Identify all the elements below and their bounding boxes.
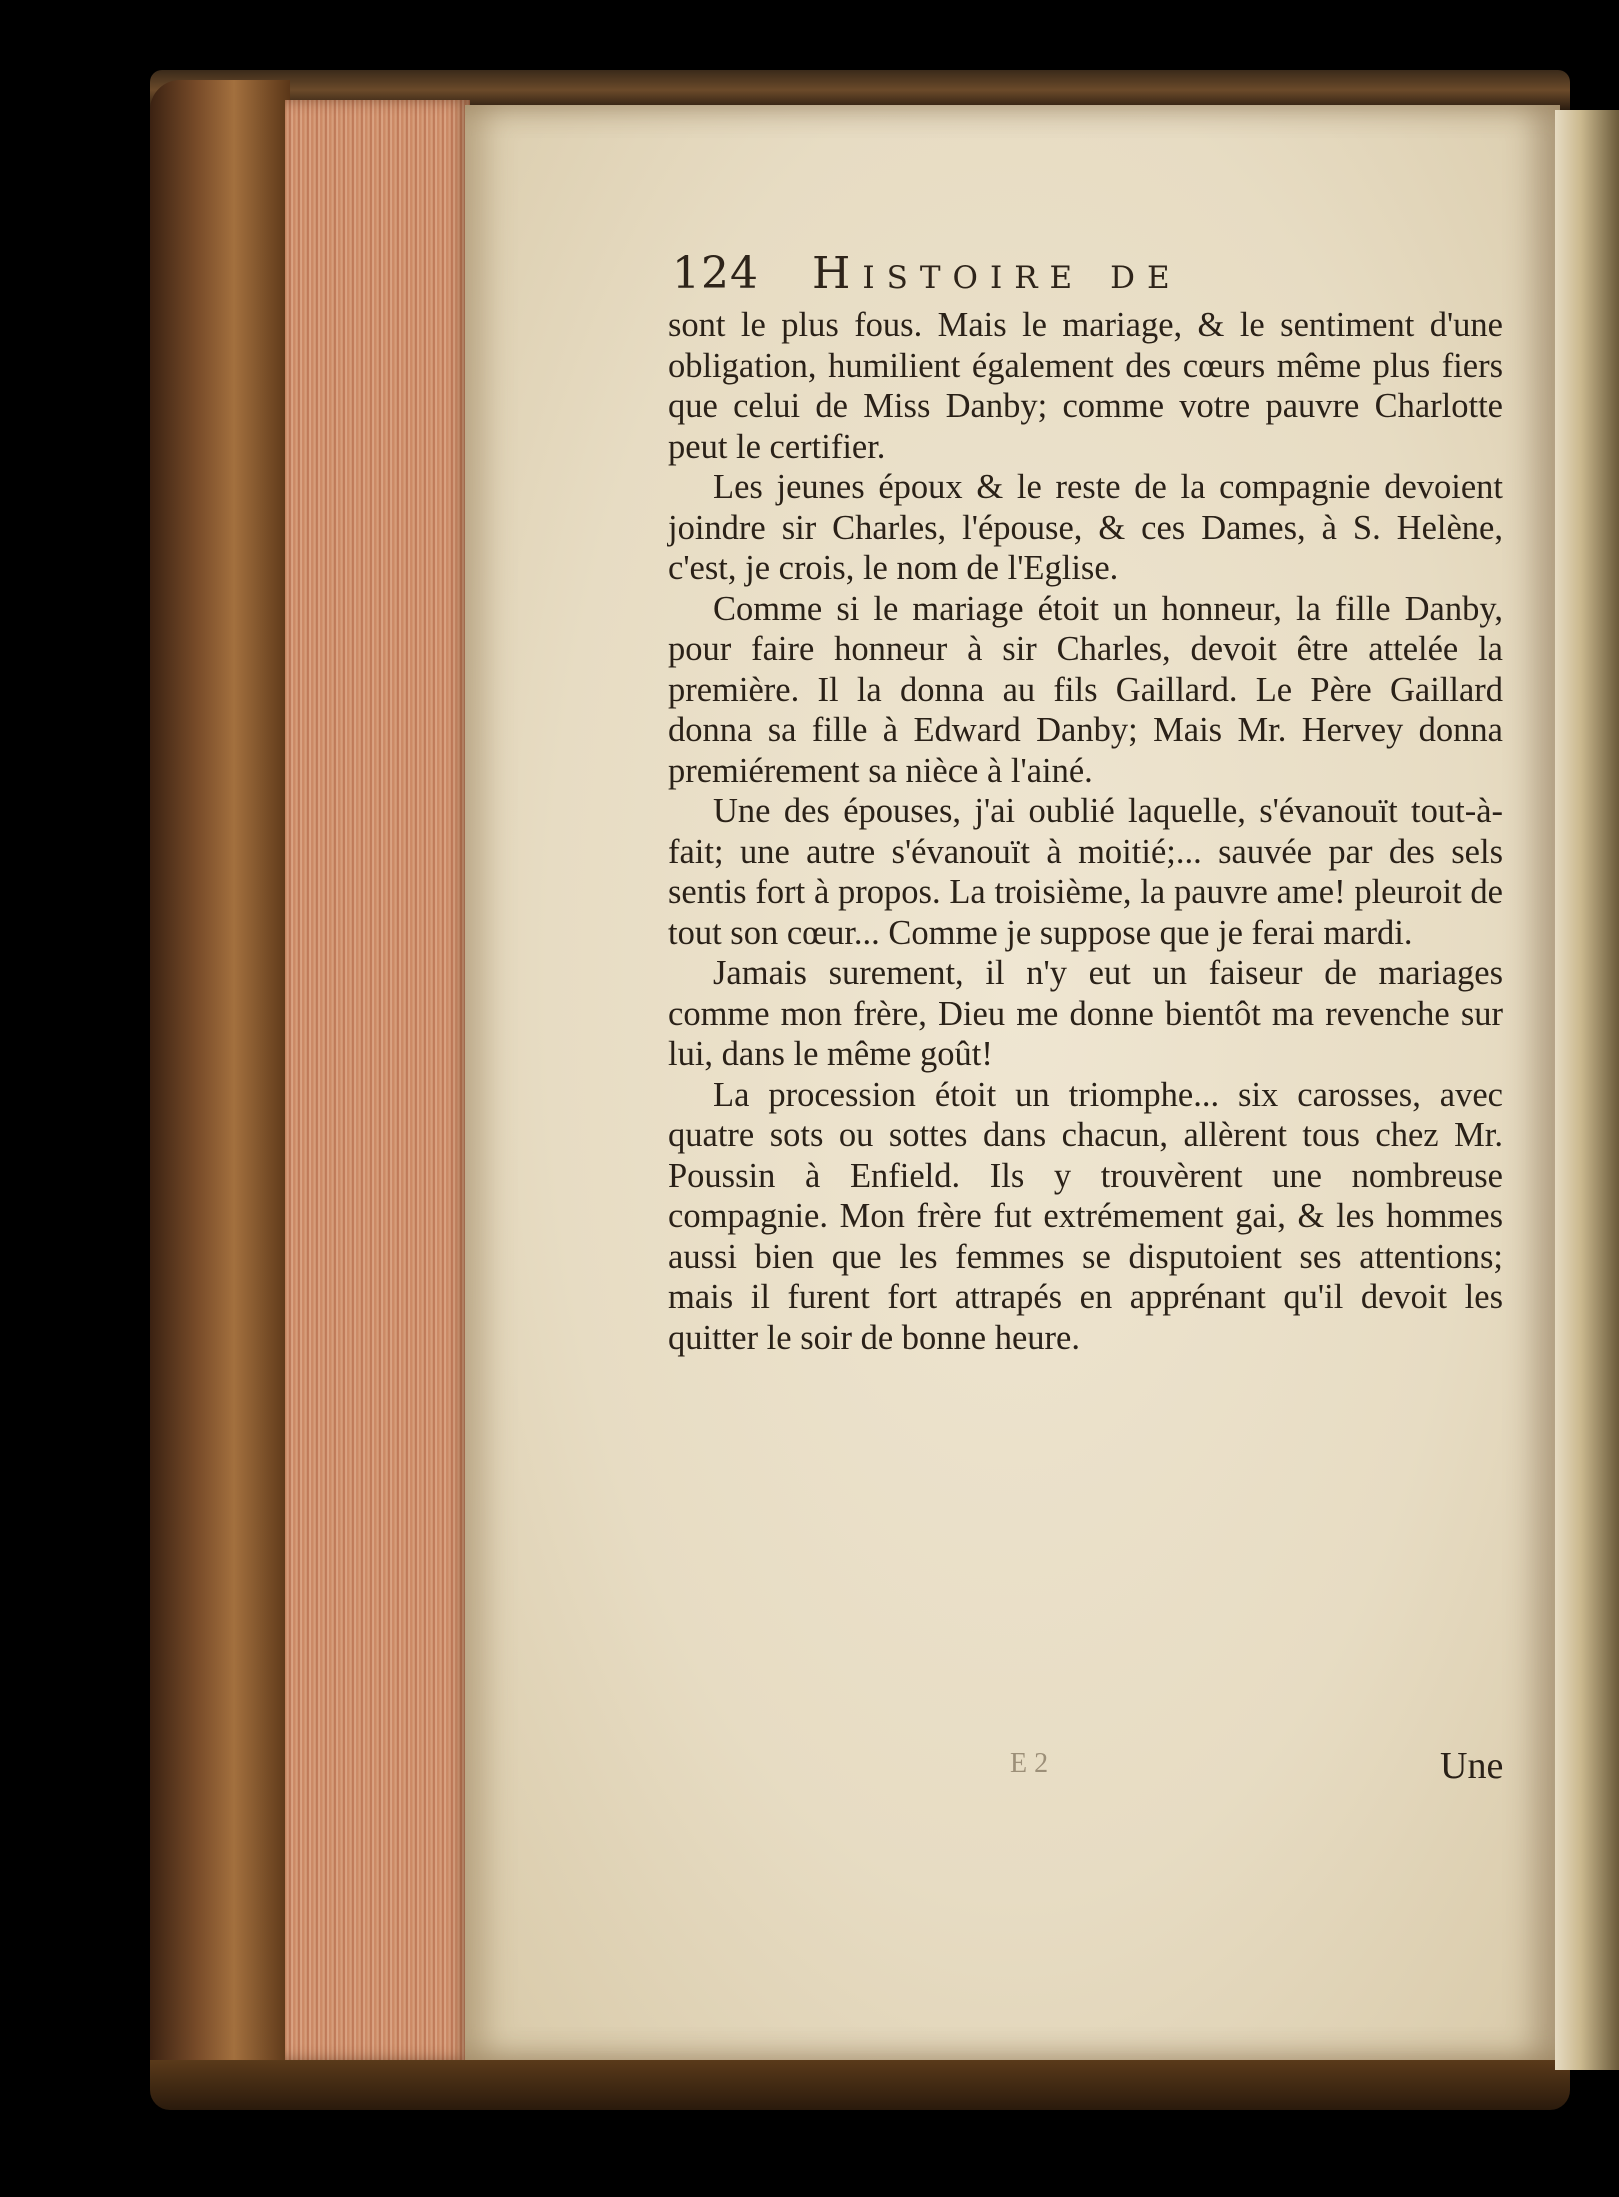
paragraph: La procession étoit un triomphe... six carosses, avec quatre sots ou sottes dans chacun, allèrent tous chez Mr. Poussin à Enfield. Ils y trouvèrent une nombreuse compagnie. Mon frère fut extrémement gai, & les hommes aussi bien que les femmes se disputoient ses attentions; mais il furent fort attrapés en apprénant qu'il devoit les quitter le soir de bonne heure. [668,1075,1503,1357]
page-edges [285,100,470,2060]
page-header [672,248,1312,308]
running-title: Histoire de [812,248,1182,299]
paragraph: sont le plus fous. Mais le mariage, & le sentiment d'une obligation, humilient également des cœurs même plus fiers que celui de Miss Danby; comme votre pauvre Charlotte peut le certifier. [668,306,1503,466]
paragraph: Comme si le mariage étoit un honneur, la fille Danby, pour faire honneur à sir Charles, devoit être attelée la première. Il la donna au fils Gaillard. Le Père Gaillard donna sa fille à Edward Danby; Mais Mr. Hervey donna premiérement sa nièce à l'ainé. [668,589,1503,790]
body-text [668,305,1503,1358]
facing-page-edge [1555,110,1619,2070]
page-number: 124 [672,248,759,299]
book-spine-leather [150,80,290,2090]
paragraph: Jamais surement, il n'y eut un faiseur de mariages comme mon frère, Dieu me donne bientôt ma revenche sur lui, dans le même goût! [668,954,1503,1073]
paragraph: Une des épouses, j'ai oublié laquelle, s'évanouït tout-à-fait; une autre s'évanouït à moitié;... sauvée par des sels sentis fort à propos. La troisième, la pauvre ame! pleuroit de tout son cœur... Comme je suppose que je ferai mardi. [668,792,1503,952]
book-binding-bottom [150,2060,1570,2110]
signature-mark: E 2 [1010,1748,1049,1779]
paragraph: Les jeunes époux & le reste de la compagnie devoient joindre sir Charles, l'épouse, & ces Dames, à S. Helène, c'est, je crois, le nom de l'Eglise. [668,468,1503,587]
catchword: Une [1440,1745,1504,1787]
